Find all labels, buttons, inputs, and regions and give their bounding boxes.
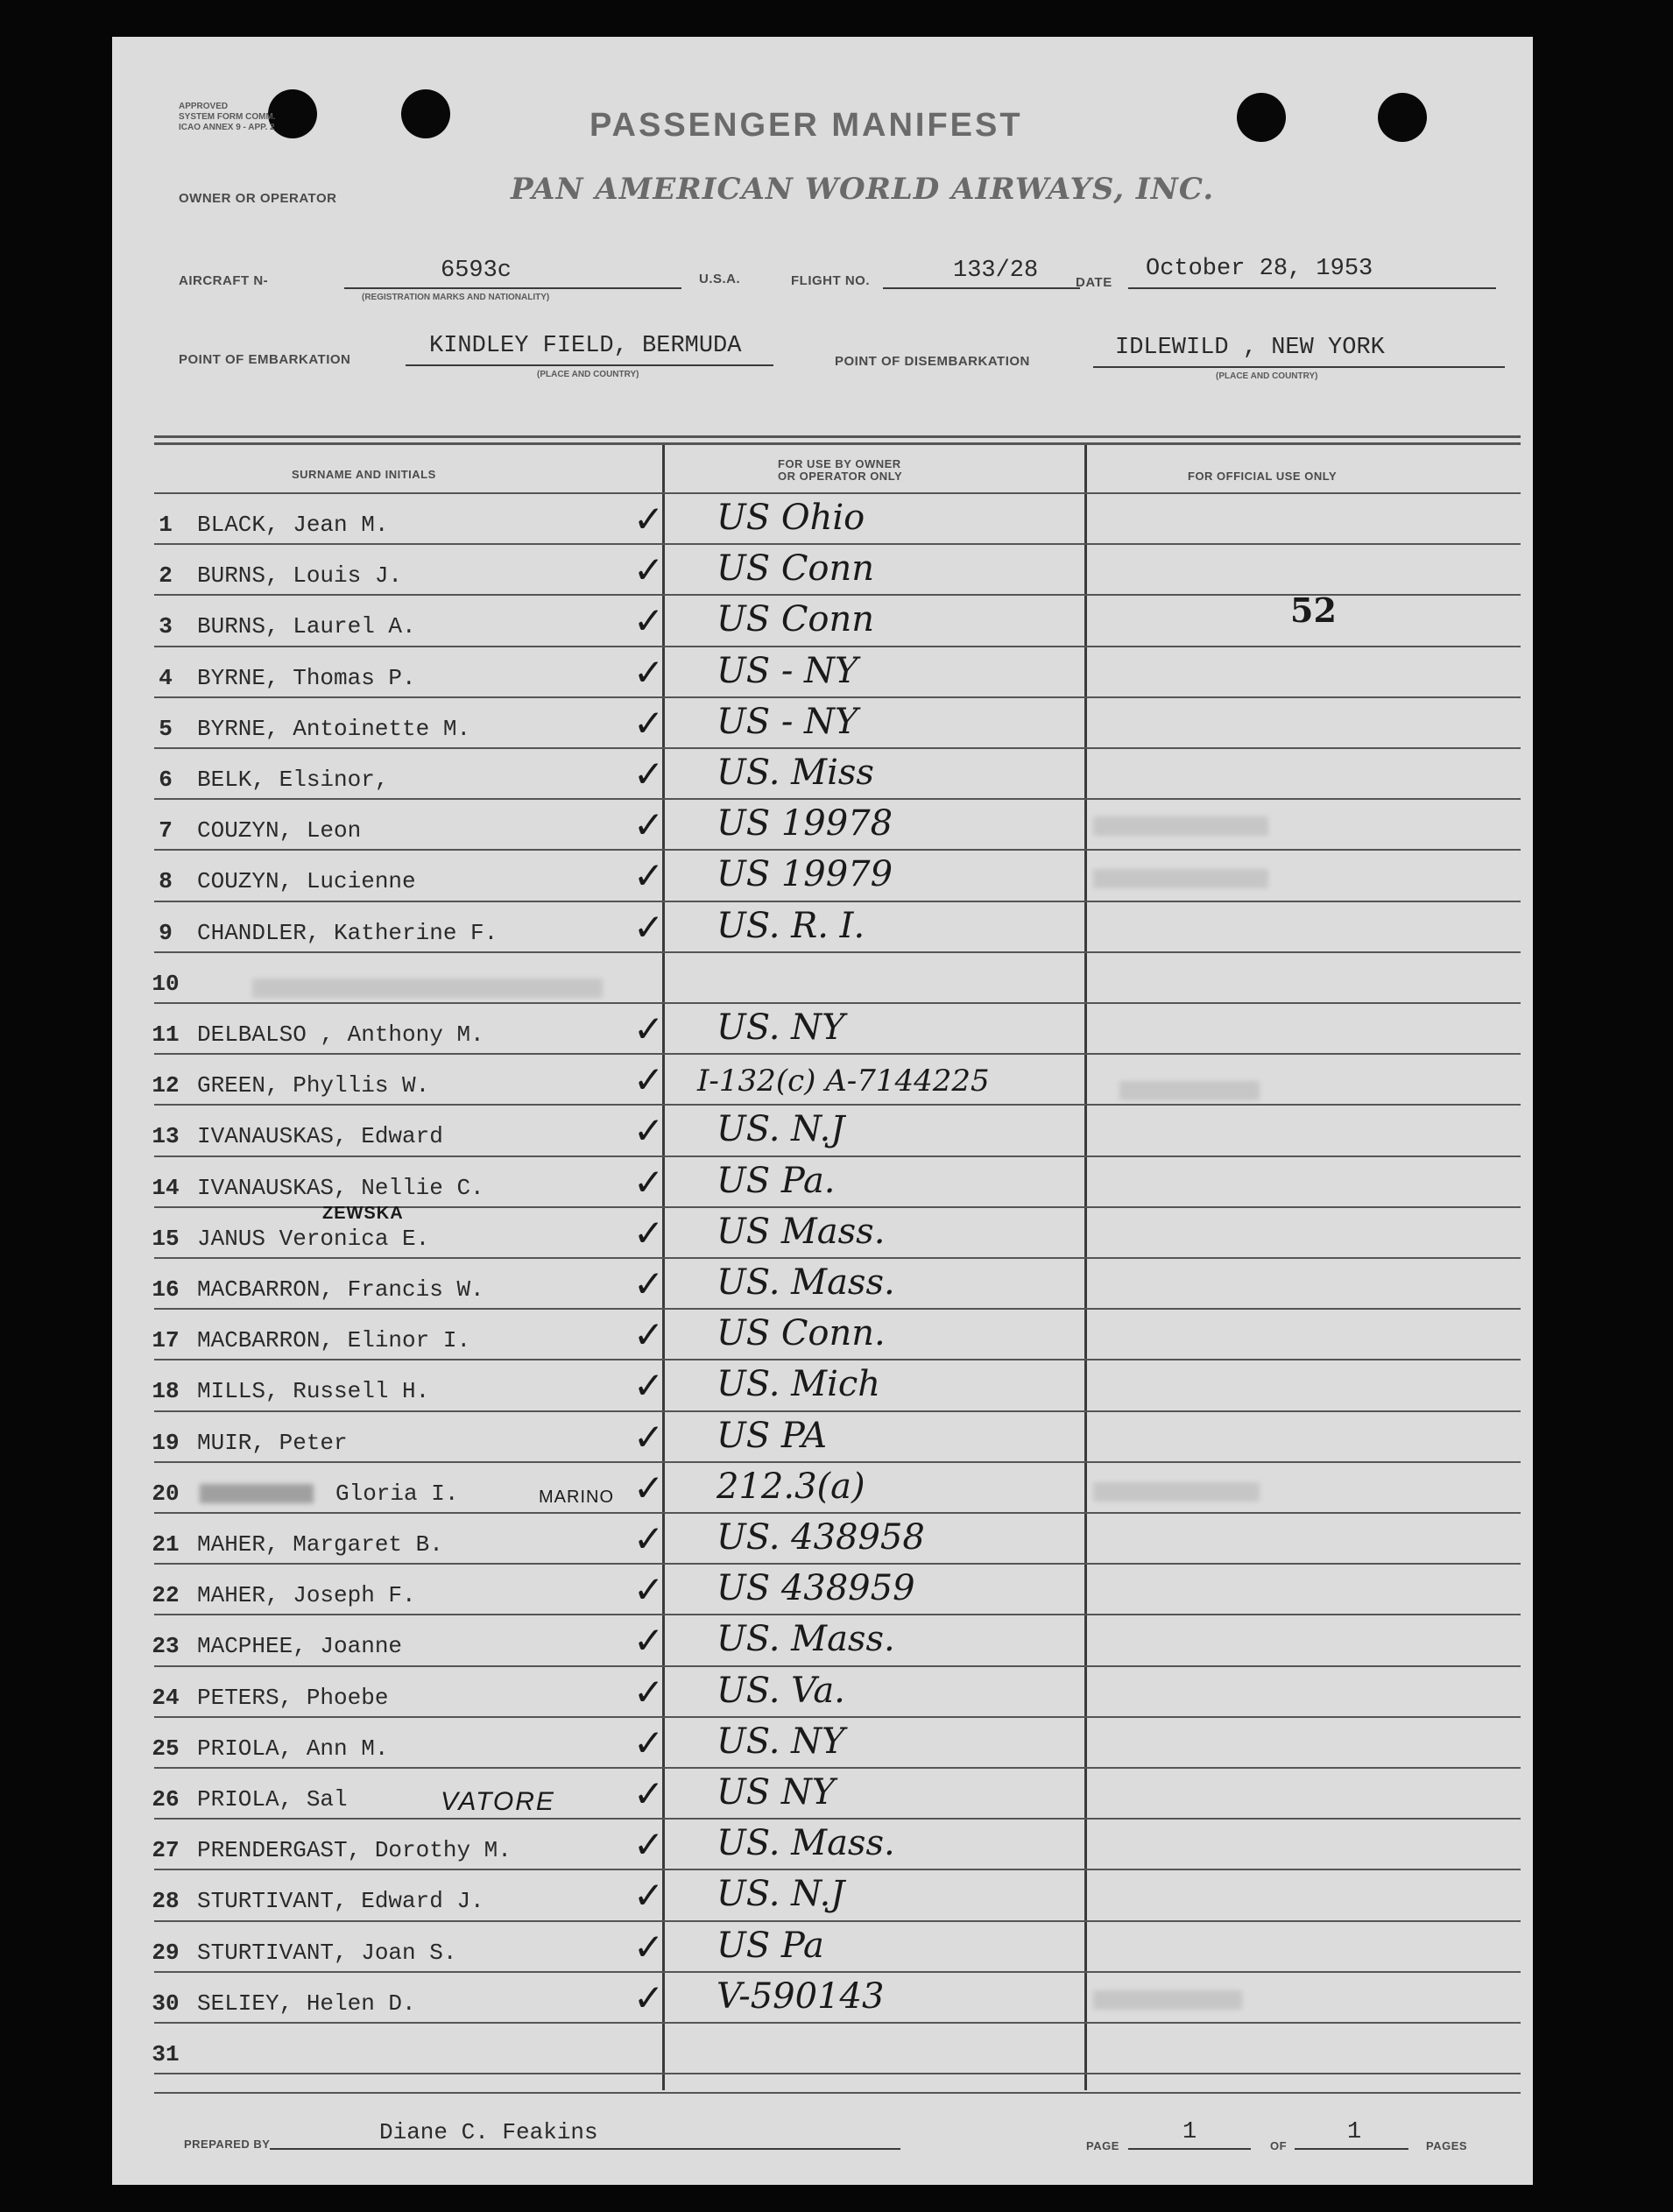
col-header-owner-2: OR OPERATOR ONLY — [778, 470, 903, 483]
check-mark: ✓ — [633, 1772, 665, 1815]
operator-note: US Ohio — [716, 498, 865, 538]
table-row — [112, 1004, 1533, 1055]
table-row — [112, 1870, 1533, 1921]
table-row — [112, 1055, 1533, 1106]
operator-note: US PA — [716, 1415, 827, 1456]
passenger-name: MACPHEE, Joanne — [197, 1633, 403, 1660]
of-label: OF — [1270, 2139, 1288, 2152]
operator-note: 212.3(a) — [716, 1466, 865, 1507]
row-number: 11 — [152, 1021, 180, 1048]
table-row — [112, 545, 1533, 596]
passenger-name: BELK, Elsinor, — [197, 767, 389, 793]
underline — [1128, 2148, 1251, 2150]
underline — [1093, 366, 1505, 368]
approval-line: ICAO ANNEX 9 - APP. 2 — [179, 123, 275, 132]
table-row — [112, 1360, 1533, 1411]
punch-hole — [401, 89, 450, 138]
table-row — [112, 698, 1533, 749]
operator-note: V-590143 — [716, 1975, 885, 2017]
operator-note: US - NY — [716, 701, 858, 742]
check-mark: ✓ — [633, 1007, 665, 1050]
row-number: 14 — [152, 1174, 180, 1201]
row-number: 10 — [152, 970, 180, 997]
passenger-name: MUIR, Peter — [197, 1429, 348, 1456]
operator-note: US Conn — [716, 599, 875, 640]
operator-note: US Pa — [716, 1925, 824, 1966]
operator-note: US. 438958 — [716, 1517, 925, 1558]
passenger-name: COUZYN, Lucienne — [197, 868, 416, 895]
check-mark: ✓ — [633, 1364, 665, 1408]
of-value: 1 — [1347, 2119, 1362, 2145]
disembark-value: IDLEWILD , NEW YORK — [1115, 335, 1385, 361]
punch-hole — [1237, 93, 1286, 142]
form-title: PASSENGER MANIFEST — [589, 107, 1023, 144]
check-mark: ✓ — [633, 1160, 665, 1204]
row-number: 17 — [152, 1327, 180, 1354]
check-mark: ✓ — [633, 599, 665, 643]
embark-value: KINDLEY FIELD, BERMUDA — [429, 333, 742, 359]
passenger-name: MACBARRON, Elinor I. — [197, 1327, 471, 1354]
row-number: 1 — [159, 512, 173, 538]
row-number: 31 — [152, 2041, 180, 2067]
table-row — [112, 1514, 1533, 1565]
check-mark: ✓ — [633, 498, 665, 541]
table-row — [112, 1463, 1533, 1514]
col-header-official: FOR OFFICIAL USE ONLY — [1188, 470, 1338, 483]
row-number: 9 — [159, 919, 173, 946]
passenger-name: PRIOLA, Sal — [197, 1786, 348, 1813]
check-mark: ✓ — [633, 650, 665, 694]
operator-note: US. NY — [716, 1007, 845, 1048]
operator-note: US. Mass. — [716, 1823, 895, 1864]
row-number: 24 — [152, 1684, 180, 1711]
check-mark: ✓ — [633, 1975, 665, 2019]
table-top-rule — [154, 435, 1521, 438]
janus-annotation: ZEWSKA — [322, 1204, 404, 1223]
prepared-label: PREPARED BY — [184, 2138, 271, 2151]
row-number: 6 — [159, 767, 173, 793]
table-row — [112, 1157, 1533, 1208]
row-number: 25 — [152, 1735, 180, 1762]
check-mark: ✓ — [633, 1517, 665, 1560]
table-row — [112, 1922, 1533, 1973]
disembark-label: POINT OF DISEMBARKATION — [835, 354, 1030, 369]
table-row — [112, 647, 1533, 698]
passenger-name: STURTIVANT, Joan S. — [197, 1939, 457, 1966]
redaction — [1119, 1081, 1260, 1100]
col-header-owner-1: FOR USE BY OWNER — [778, 457, 901, 470]
redaction — [1093, 1990, 1242, 2010]
check-mark: ✓ — [633, 701, 665, 745]
table-row — [112, 749, 1533, 800]
passenger-name: CHANDLER, Katherine F. — [197, 919, 498, 946]
row-number: 29 — [152, 1939, 180, 1966]
passenger-name: PRIOLA, Ann M. — [197, 1735, 389, 1762]
underline — [883, 287, 1080, 289]
table-row — [112, 1615, 1533, 1666]
row-number: 5 — [159, 715, 173, 742]
aircraft-value: 6593c — [441, 258, 512, 284]
passenger-name: COUZYN, Leon — [197, 817, 362, 845]
aircraft-label: AIRCRAFT N- — [179, 273, 269, 288]
owner-label: OWNER OR OPERATOR — [179, 191, 337, 206]
row-number: 4 — [159, 664, 173, 691]
operator-note: US. N.J — [716, 1109, 845, 1150]
check-mark: ✓ — [633, 1568, 665, 1612]
table-row — [112, 1565, 1533, 1615]
passenger-name: PRENDERGAST, Dorothy M. — [197, 1837, 512, 1864]
operator-note: US. Mich — [716, 1364, 881, 1405]
check-mark: ✓ — [633, 1874, 665, 1918]
operator-note: US. Miss — [716, 753, 874, 793]
check-mark: ✓ — [633, 1415, 665, 1459]
table-top-rule — [154, 442, 1521, 445]
embark-sub: (PLACE AND COUNTRY) — [537, 370, 639, 379]
operator-note: US. R. I. — [716, 905, 865, 946]
operator-note: US 438959 — [716, 1568, 915, 1609]
operator-note: US Mass. — [716, 1211, 886, 1252]
official-mark: 52 — [1290, 590, 1337, 630]
operator-note: US Conn. — [716, 1313, 886, 1354]
check-mark: ✓ — [633, 1211, 665, 1254]
row-number: 2 — [159, 562, 173, 590]
row-number: 15 — [152, 1225, 180, 1252]
page-value: 1 — [1182, 2119, 1197, 2145]
underline — [406, 364, 773, 366]
col-header-surname: SURNAME AND INITIALS — [292, 468, 436, 481]
row-number: 22 — [152, 1582, 180, 1609]
redaction — [1093, 869, 1268, 888]
check-mark: ✓ — [633, 753, 665, 795]
passenger-name: BYRNE, Antoinette M. — [197, 715, 471, 742]
check-mark: ✓ — [633, 1619, 665, 1663]
operator-note: US Conn — [716, 548, 875, 590]
date-value: October 28, 1953 — [1146, 256, 1373, 282]
passenger-name: MAHER, Joseph F. — [197, 1582, 416, 1609]
marino-annotation: MARINO — [539, 1488, 614, 1507]
table-row — [112, 1667, 1533, 1718]
date-label: DATE — [1076, 275, 1112, 290]
operator-note: US. Mass. — [716, 1262, 895, 1303]
operator-note: US. Va. — [716, 1670, 845, 1711]
flight-value: 133/28 — [953, 258, 1039, 284]
passenger-name: JANUS Veronica E. — [197, 1225, 430, 1252]
usa-label: U.S.A. — [699, 272, 741, 286]
passenger-name: MACBARRON, Francis W. — [197, 1276, 484, 1303]
check-mark: ✓ — [633, 1109, 665, 1153]
priola-annotation: VATORE — [441, 1787, 555, 1816]
table-row — [112, 1106, 1533, 1156]
operator-note: US 19979 — [716, 854, 893, 895]
check-mark: ✓ — [633, 1262, 665, 1305]
table-row — [112, 851, 1533, 901]
operator-note: I-132(c) A-7144225 — [697, 1064, 990, 1099]
table-row — [112, 1718, 1533, 1769]
row-number: 7 — [159, 817, 173, 845]
check-mark: ✓ — [633, 1721, 665, 1764]
operator-note: US. NY — [716, 1721, 845, 1762]
operator-note: US Pa. — [716, 1160, 836, 1201]
operator-note: US. N.J — [716, 1874, 845, 1915]
disembark-sub: (PLACE AND COUNTRY) — [1216, 371, 1318, 381]
redaction — [1093, 816, 1268, 836]
check-mark: ✓ — [633, 803, 665, 847]
passenger-name: SELIEY, Helen D. — [197, 1989, 416, 2017]
airline-name: PAN AMERICAN WORLD AIRWAYS, INC. — [511, 172, 1215, 207]
operator-note: US NY — [716, 1772, 836, 1813]
passenger-name: IVANAUSKAS, Nellie C. — [197, 1174, 484, 1201]
passenger-name: Gloria I. — [335, 1480, 459, 1507]
table-row — [112, 494, 1533, 545]
row-number: 27 — [152, 1837, 180, 1864]
passenger-name: BURNS, Louis J. — [197, 562, 403, 590]
row-number: 3 — [159, 613, 173, 640]
row-number: 13 — [152, 1123, 180, 1150]
table-row — [112, 800, 1533, 851]
underline — [270, 2148, 900, 2150]
check-mark: ✓ — [633, 548, 665, 592]
approval-line: SYSTEM FORM COMM. — [179, 112, 276, 122]
underline — [1128, 287, 1496, 289]
table-row — [112, 1973, 1533, 2024]
redaction — [200, 1484, 314, 1503]
table-row — [112, 1259, 1533, 1310]
row-number: 21 — [152, 1531, 180, 1558]
table-row — [112, 2024, 1533, 2074]
redaction — [252, 979, 603, 998]
prepared-value: Diane C. Feakins — [379, 2119, 598, 2145]
row-number: 18 — [152, 1378, 180, 1405]
passenger-name: BYRNE, Thomas P. — [197, 664, 416, 691]
underline — [344, 287, 681, 289]
pages-label: PAGES — [1426, 2139, 1468, 2152]
passenger-name: BLACK, Jean M. — [197, 512, 389, 538]
passenger-name: MAHER, Margaret B. — [197, 1531, 443, 1558]
row-number: 30 — [152, 1989, 180, 2017]
punch-hole — [1378, 93, 1427, 142]
aircraft-sub: (REGISTRATION MARKS AND NATIONALITY) — [362, 293, 550, 302]
row-number: 20 — [152, 1480, 180, 1507]
approval-line: APPROVED — [179, 102, 229, 111]
page-label: PAGE — [1086, 2139, 1119, 2152]
passenger-name: STURTIVANT, Edward J. — [197, 1888, 484, 1915]
operator-note: US 19978 — [716, 803, 893, 845]
row-number: 26 — [152, 1786, 180, 1813]
table-row — [112, 1310, 1533, 1360]
footer-rule — [154, 2092, 1521, 2094]
table-row — [112, 1820, 1533, 1870]
operator-note: US - NY — [716, 650, 858, 691]
check-mark: ✓ — [633, 1925, 665, 1968]
table-row — [112, 1769, 1533, 1820]
row-number: 28 — [152, 1888, 180, 1915]
passenger-name: GREEN, Phyllis W. — [197, 1072, 430, 1099]
row-number: 23 — [152, 1633, 180, 1660]
table-row — [112, 1412, 1533, 1463]
passenger-name: PETERS, Phoebe — [197, 1684, 389, 1711]
redaction — [1093, 1482, 1260, 1502]
check-mark: ✓ — [633, 1313, 665, 1357]
check-mark: ✓ — [633, 1466, 665, 1509]
table-row — [112, 902, 1533, 953]
row-number: 16 — [152, 1276, 180, 1303]
passenger-name: BURNS, Laurel A. — [197, 613, 416, 640]
check-mark: ✓ — [633, 1670, 665, 1714]
operator-note: US. Mass. — [716, 1619, 895, 1660]
embark-label: POINT OF EMBARKATION — [179, 352, 351, 367]
flight-label: FLIGHT NO. — [791, 273, 870, 288]
manifest-page — [112, 37, 1533, 2185]
passenger-name: DELBALSO , Anthony M. — [197, 1021, 484, 1048]
check-mark: ✓ — [633, 905, 665, 949]
check-mark: ✓ — [633, 1823, 665, 1867]
row-number: 12 — [152, 1072, 180, 1099]
passenger-name: IVANAUSKAS, Edward — [197, 1123, 443, 1150]
row-number: 19 — [152, 1429, 180, 1456]
check-mark: ✓ — [633, 1058, 665, 1102]
passenger-name: MILLS, Russell H. — [197, 1378, 430, 1405]
check-mark: ✓ — [633, 854, 665, 898]
underline — [1295, 2148, 1408, 2150]
row-number: 8 — [159, 868, 173, 895]
